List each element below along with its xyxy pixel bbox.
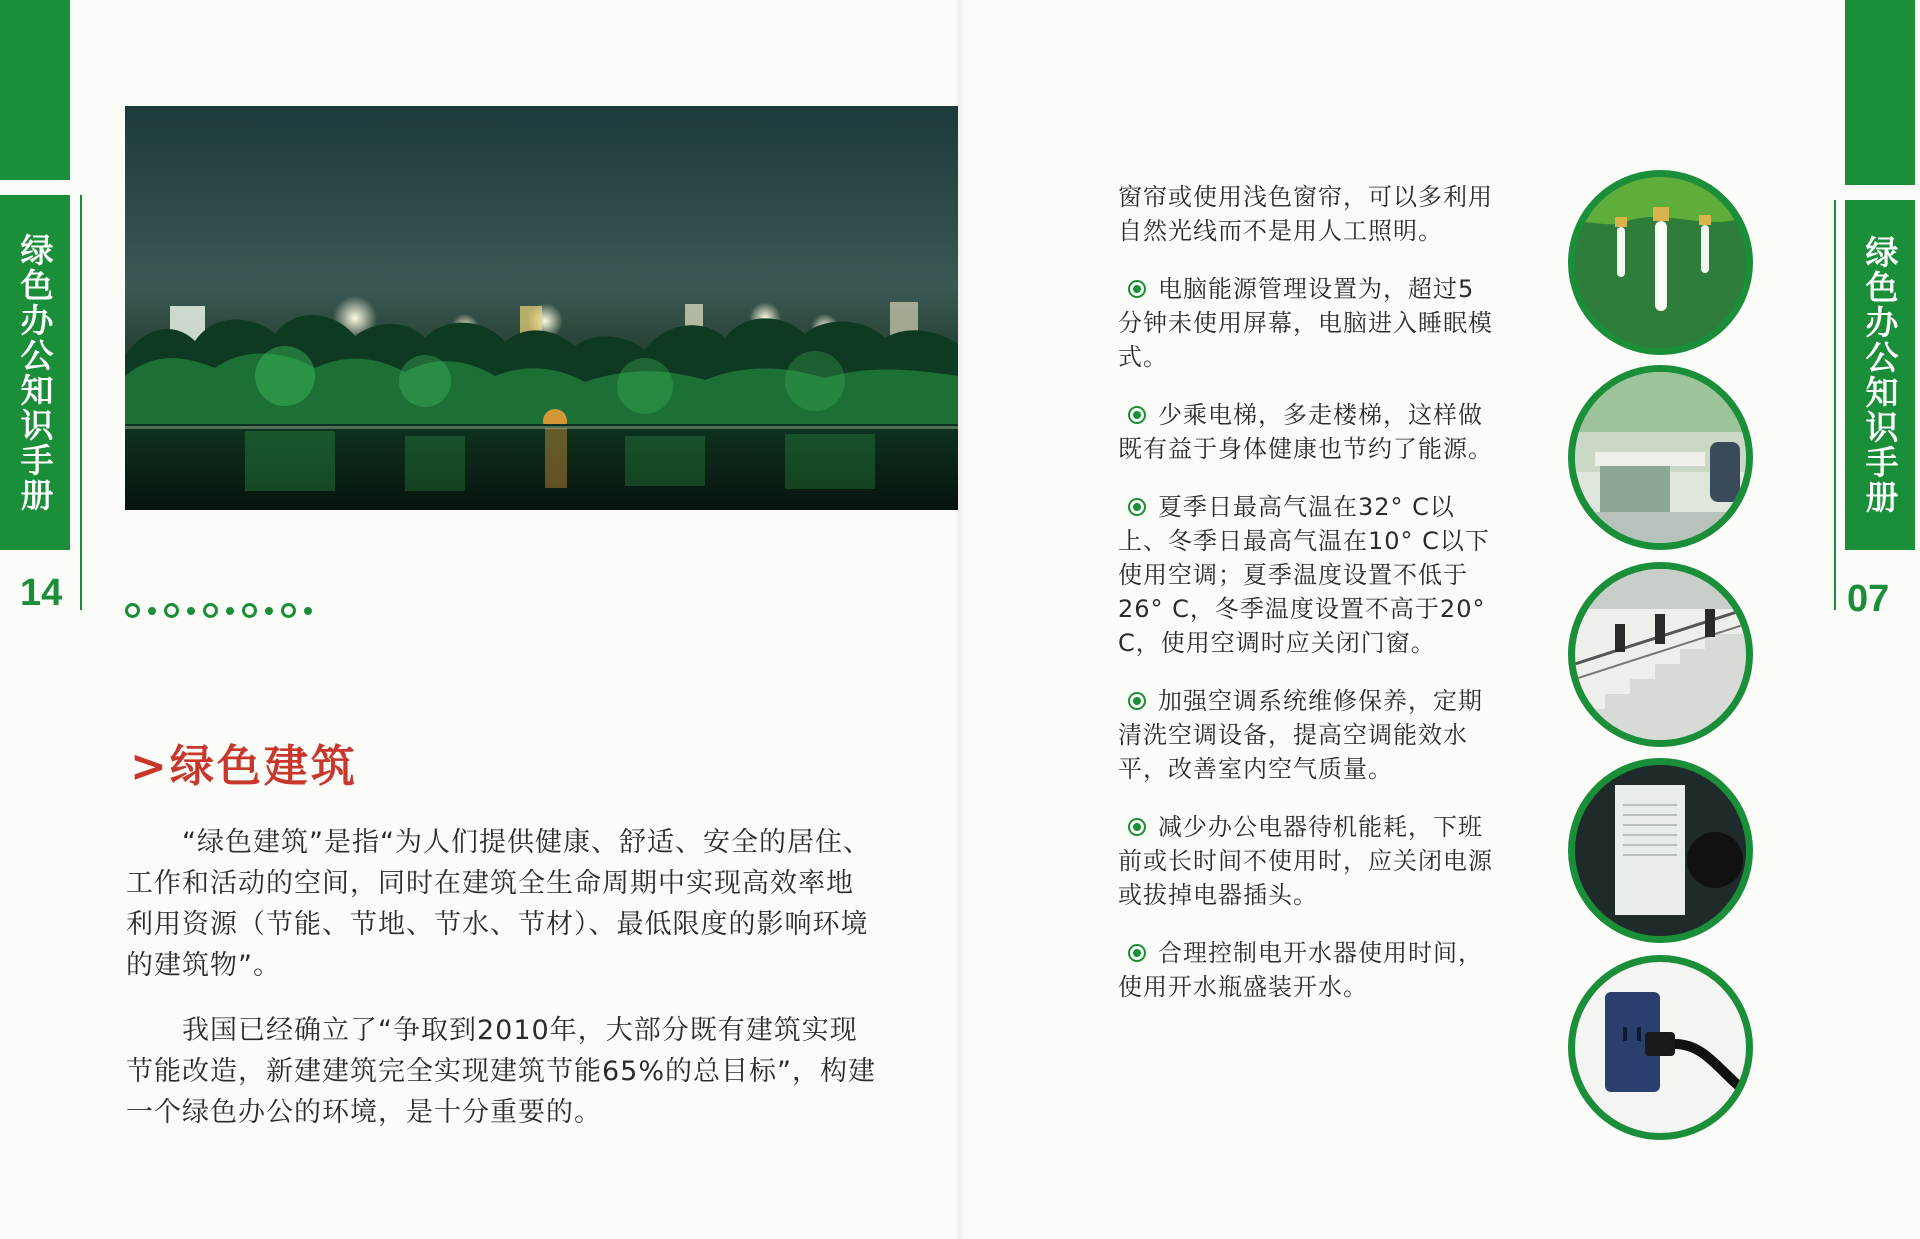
left-page-number: 14 <box>20 572 63 614</box>
tip-text: 少乘电梯，多走楼梯，这样做既有益于身体健康也节约了能源。 <box>1118 401 1493 463</box>
staircase-photo <box>1568 562 1753 747</box>
filled-dot-icon <box>187 607 195 615</box>
tips-column <box>1118 180 1498 1028</box>
right-page-number: 07 <box>1847 578 1890 620</box>
tip-bullet-icon <box>1128 498 1146 516</box>
tip-text: 减少办公电器待机能耗，下班前或长时间不使用时，应关闭电源或拔掉电器插头。 <box>1118 813 1493 909</box>
tip-item <box>1118 272 1498 374</box>
tip-intro <box>1118 180 1498 248</box>
left-tab-label: 绿色办公知识手册 <box>15 232 55 513</box>
tip-text: 夏季日最高气温在32° C以上、冬季日最高气温在10° C以下使用空调；夏季温度设置不低于26° C，冬季温度设置不高于20° C，使用空调时应关闭门窗。 <box>1118 493 1490 657</box>
tip-item <box>1118 936 1498 1004</box>
right-tab-label: 绿色办公知识手册 <box>1860 235 1900 515</box>
filled-dot-icon <box>304 607 312 615</box>
right-tab-rule <box>1834 200 1836 610</box>
tip-bullet-icon <box>1128 280 1146 298</box>
air-conditioner-photo <box>1568 758 1753 943</box>
ring-dot-icon <box>164 603 179 618</box>
power-plug-photo <box>1568 955 1753 1140</box>
tip-text: 电脑能源管理设置为，超过5分钟未使用屏幕，电脑进入睡眠模式。 <box>1118 275 1493 371</box>
tip-item <box>1118 810 1498 912</box>
filled-dot-icon <box>148 607 156 615</box>
office-desk-photo <box>1568 365 1753 550</box>
left-tab <box>0 195 70 550</box>
paragraph-definition: “绿色建筑”是指“为人们提供健康、舒适、安全的居住、工作和活动的空间，同时在建筑全生命周期中实现高效率地利用资源（节能、节地、节水、节材）、最低限度的影响环境的建筑物”。 <box>126 827 871 981</box>
ring-dot-icon <box>242 603 257 618</box>
tip-item <box>1118 684 1498 786</box>
tip-bullet-icon <box>1128 406 1146 424</box>
right-tab-top-bar <box>1845 0 1915 185</box>
filled-dot-icon <box>265 607 273 615</box>
light-bulbs-photo <box>1568 170 1753 355</box>
left-tab-top-bar <box>0 0 70 180</box>
tip-item <box>1118 398 1498 466</box>
night-lake-photo <box>125 106 958 510</box>
tip-intro-text: 窗帘或使用浅色窗帘，可以多利用自然光线而不是用人工照明。 <box>1118 183 1493 245</box>
ring-dot-icon <box>281 603 296 618</box>
tip-text: 加强空调系统维修保养，定期清洗空调设备，提高空调能效水平，改善室内空气质量。 <box>1118 687 1483 783</box>
ring-dot-icon <box>203 603 218 618</box>
decorative-dot-row <box>125 603 320 618</box>
tip-text: 合理控制电开水器使用时间，使用开水瓶盛装开水。 <box>1118 939 1483 1001</box>
right-tab <box>1845 200 1915 550</box>
tip-item <box>1118 490 1498 660</box>
filled-dot-icon <box>226 607 234 615</box>
section-title: >绿色建筑 <box>130 741 358 792</box>
tip-bullet-icon <box>1128 692 1146 710</box>
tip-bullet-icon <box>1128 818 1146 836</box>
tip-bullet-icon <box>1128 944 1146 962</box>
ring-dot-icon <box>125 603 140 618</box>
paragraph-target: 我国已经确立了“争取到2010年，大部分既有建筑实现节能改造，新建建筑完全实现建筑节能65%的总目标”，构建一个绿色办公的环境，是十分重要的。 <box>126 1015 876 1128</box>
left-tab-rule <box>80 195 82 610</box>
